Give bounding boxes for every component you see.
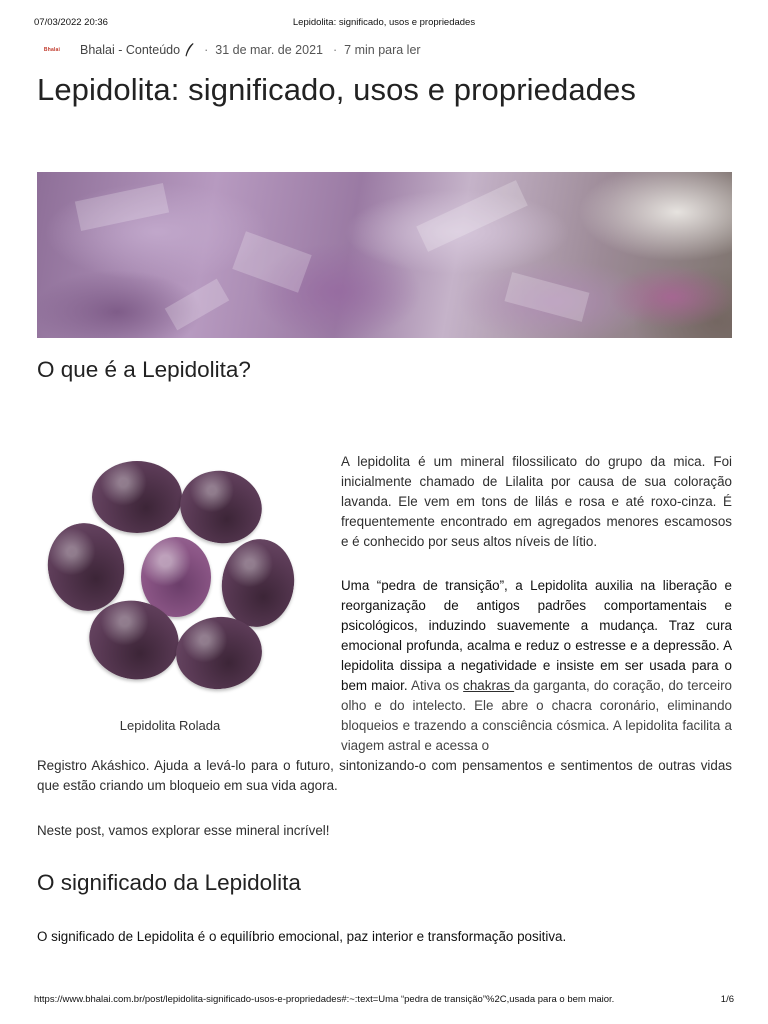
paragraph-transition-stone <box>341 576 732 756</box>
print-datetime: 07/03/2022 20:36 <box>34 17 108 28</box>
separator-dot: · <box>204 43 209 57</box>
print-url: https://www.bhalai.com.br/post/lepidolita-significado-usos-e-propriedades#:~:text=Uma “pedra de transição”%2C,usada para o bem maior. <box>34 994 615 1005</box>
tumbled-lepidolite-image <box>38 453 302 701</box>
publish-date: 31 de mar. de 2021 <box>215 43 323 57</box>
crystal-facet <box>504 272 589 322</box>
hero-image-lepidolite-crystals <box>37 172 732 338</box>
image-caption: Lepidolita Rolada <box>119 718 221 733</box>
paragraph-meaning: O significado de Lepidolita é o equilíbrio emocional, paz interior e transformação positiva. <box>37 929 567 944</box>
tumbled-stone <box>92 461 182 533</box>
read-time: 7 min para ler <box>344 43 421 57</box>
paragraph-akashic: Registro Akáshico. Ajuda a levá-lo para o futuro, sintonizando-o com pensamentos e sentimentos de outras vidas que estão criando um bloqueio em sua vida agora. <box>37 758 732 793</box>
author-avatar[interactable] <box>38 41 66 59</box>
chakras-link[interactable]: chakras <box>463 678 515 693</box>
separator-dot: · <box>332 43 338 57</box>
page-number: 1/6 <box>720 994 734 1005</box>
quill-pen-icon <box>184 43 194 57</box>
author-bar <box>38 41 421 59</box>
article-title: Lepidolita: significado, usos e propriedades <box>37 72 636 107</box>
crystal-facet <box>232 231 311 293</box>
author-name[interactable]: Bhalai - Conteúdo <box>80 43 181 57</box>
crystal-facet <box>75 183 169 231</box>
section-heading-meaning: O significado da Lepidolita <box>37 870 301 895</box>
paragraph-strong-text: Uma “pedra de transição”, a Lepidolita auxilia na liberação e reorganização de antigos padrões comportamentais e psicológicos, induzindo suavemente a mudança. Traz cura emocional profunda, acalma e reduz o estresse e a depressão. A lepidolita dissipa a negatividade e insiste em ser usada para o bem maior. <box>341 578 732 693</box>
paragraph-post-link: da garganta, do coração, do terceiro olho e do intelecto. Ele abre o chacra coronário, eliminando bloqueios e trazendo a consciência cósmica. A lepidolita facilita a viagem astral e acessa o <box>341 678 732 753</box>
print-header <box>0 17 768 31</box>
paragraph-pre-link: Ativa os <box>407 678 464 693</box>
tumbled-stone <box>173 463 268 550</box>
paragraph-explore: Neste post, vamos explorar esse mineral incrível! <box>37 823 330 838</box>
section-heading-what-is: O que é a Lepidolita? <box>37 357 251 382</box>
crystal-facet <box>416 180 528 252</box>
avatar-logo-text: Bhalai <box>43 47 61 53</box>
paragraph-intro: A lepidolita é um mineral filossilicato do grupo da mica. Foi inicialmente chamado de Lilalita por causa de sua coloração lavanda. Ele vem em tons de lilás e rosa e até roxo-cinza. É frequentemente encontrado em agregados menores escamosos e é conhecido por seus altos níveis de lítio. <box>341 454 732 549</box>
print-page-title: Lepidolita: significado, usos e propriedades <box>292 17 476 28</box>
print-footer <box>0 994 768 1008</box>
crystal-facet <box>165 279 229 331</box>
